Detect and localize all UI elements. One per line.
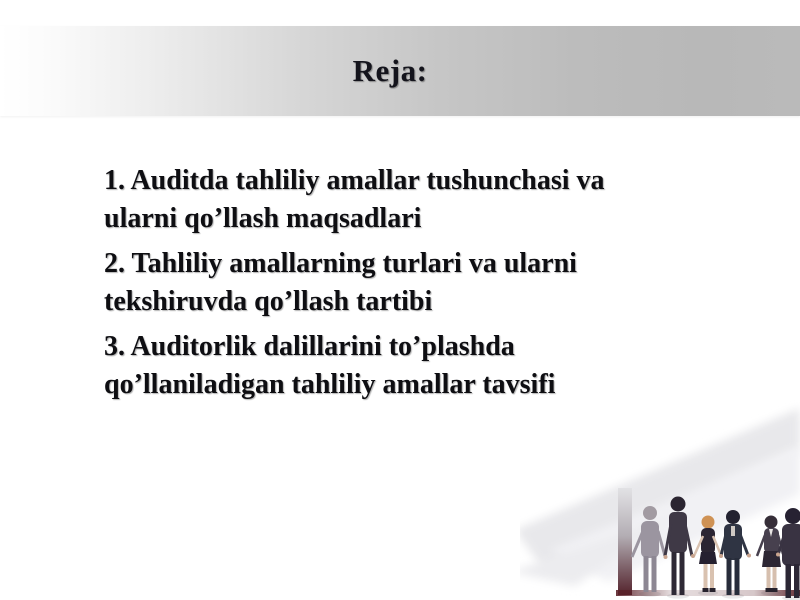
people-photo <box>520 400 800 600</box>
list-item-2-line-2: tekshiruvda qo’llash tartibi <box>104 286 433 317</box>
pillar-shape <box>618 488 632 595</box>
list-item-2-line-1: 2. Tahliliy amallarning turlari va ularni <box>104 248 577 279</box>
list-item-1 <box>104 162 704 238</box>
title-band <box>0 26 800 116</box>
list-item-3-line-2: qo’llaniladigan tahliliy amallar tavsifi <box>104 369 556 400</box>
slide-title: Reja: <box>352 53 428 88</box>
slide-body <box>104 162 704 411</box>
person-silhouette-6 <box>778 508 800 598</box>
list-item-1-line-2: ularni qo’llash maqsadlari <box>104 203 422 234</box>
list-item-3 <box>104 328 704 404</box>
swoosh-shape <box>520 408 800 586</box>
list-item-2 <box>104 245 704 321</box>
list-item-1-line-1: 1. Auditda tahliliy amallar tushunchasi va <box>104 165 605 196</box>
list-item-3-line-1: 3. Auditorlik dalillarini to’plashda <box>104 331 515 362</box>
